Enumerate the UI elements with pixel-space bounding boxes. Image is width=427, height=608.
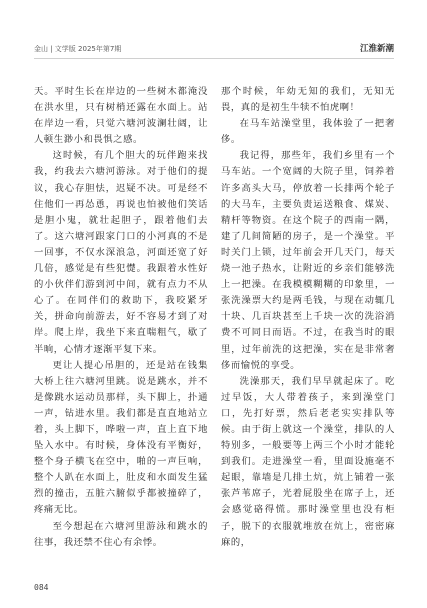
journal-info: 金山 | 文学版 2025年第7期 (34, 45, 122, 53)
paragraph: 洗澡那天，我们早早就起床了。吃过早饭，大人带着孩子，来到澡堂门口，先打好票，然后老老实实排队等候。由于街上就这一个澡堂，排队的人特别多，一般要等上两三个小时才能轮到我们。走进澡堂一看，里面设施毫不起眼，靠墙是几排土炕，炕上铺着一张张芦苇席子，光着屁股坐在席子上，还会感觉硌得慌。那时澡堂里也没有柜子，脱下的衣服就堆放在炕上，密密麻麻的， (221, 375, 395, 548)
paragraph: 天。平时生长在岸边的一些树木都淹没在洪水里，只有树梢还露在水面上。站在岸边一看，只觉六塘河波澜壮阔，让人顿生渺小和畏惧之感。 (34, 86, 208, 146)
right-column (221, 84, 395, 556)
paragraph: 那个时候，年幼无知的我们，无知无畏，真的是初生牛犊不怕虎啊！ (221, 86, 395, 114)
paragraph: 我记得，那些年，我们乡里有一个马车站。一个宽阔的大院子里，饲养着许多高头大马，停放着一长排两个轮子的大马车，主要负责运送粮食、煤炭、精杆等物资。在这个院子的西南一隅，建了几间简陋的房子，是一个澡堂。平时关门上锁，过年前会开几天门，每天烧一池子热水，让附近的乡亲们能够洗上一把澡。在我模模糊糊的印象里，一张洗澡票大约是两毛钱，与现在动辄几十块、几百块甚至上千块一次的洗浴消费不可同日而语。不过，在我当时的眼里，过年前洗的这把澡，实在是非常奢侈而愉悦的享受。 (221, 150, 395, 371)
paragraph: 这时候，有几个胆大的玩伴跑来找我，约我去六塘河游泳。对于他们的提议，我心存胆怯，迟疑不决。可是经不住他们一再怂恿，再说也怕被他们笑话是胆小鬼，就壮起胆子，跟着他们去了。这六塘河跟家门口的小河真的不是一回事，不仅水深浪急，河面还宽了好几倍，感觉是有些犯憷。我跟着水性好的小伙伴们游到河中间，就有点力不从心了。在同伴们的救助下，我咬紧牙关，拼命向前游去，好不容易才到了对岸。爬上岸，我坐下来直喘粗气，歇了半晌，心情才逐渐平复下来。 (34, 150, 208, 355)
paragraph: 至今想起在六塘河里游泳和跳水的往事，我还禁不住心有余悸。 (34, 520, 208, 548)
page-number: 084 (34, 583, 49, 592)
left-column (34, 84, 208, 556)
paragraph: 更让人提心吊胆的，还是站在钱集大桥上往六塘河里跳。说是跳水，并不是像跳水运动员那样，头下脚上，扑通一声，钻进水里。我们都是直直地站立着，头上脚下，哗啦一声，直上直下地坠入水中。有时候，身体没有平衡好，整个身子横飞在空中，啪的一声巨响，整个人趴在水面上，肚皮和水面发生猛烈的撞击，五脏六腑似乎都被撞碎了，疼痛无比。 (34, 359, 208, 516)
paragraph: 在马车站澡堂里，我体验了一把奢侈。 (221, 118, 395, 146)
header-rule (34, 58, 394, 59)
running-header (34, 42, 394, 56)
column-title: 江淮新潮 (359, 44, 394, 54)
